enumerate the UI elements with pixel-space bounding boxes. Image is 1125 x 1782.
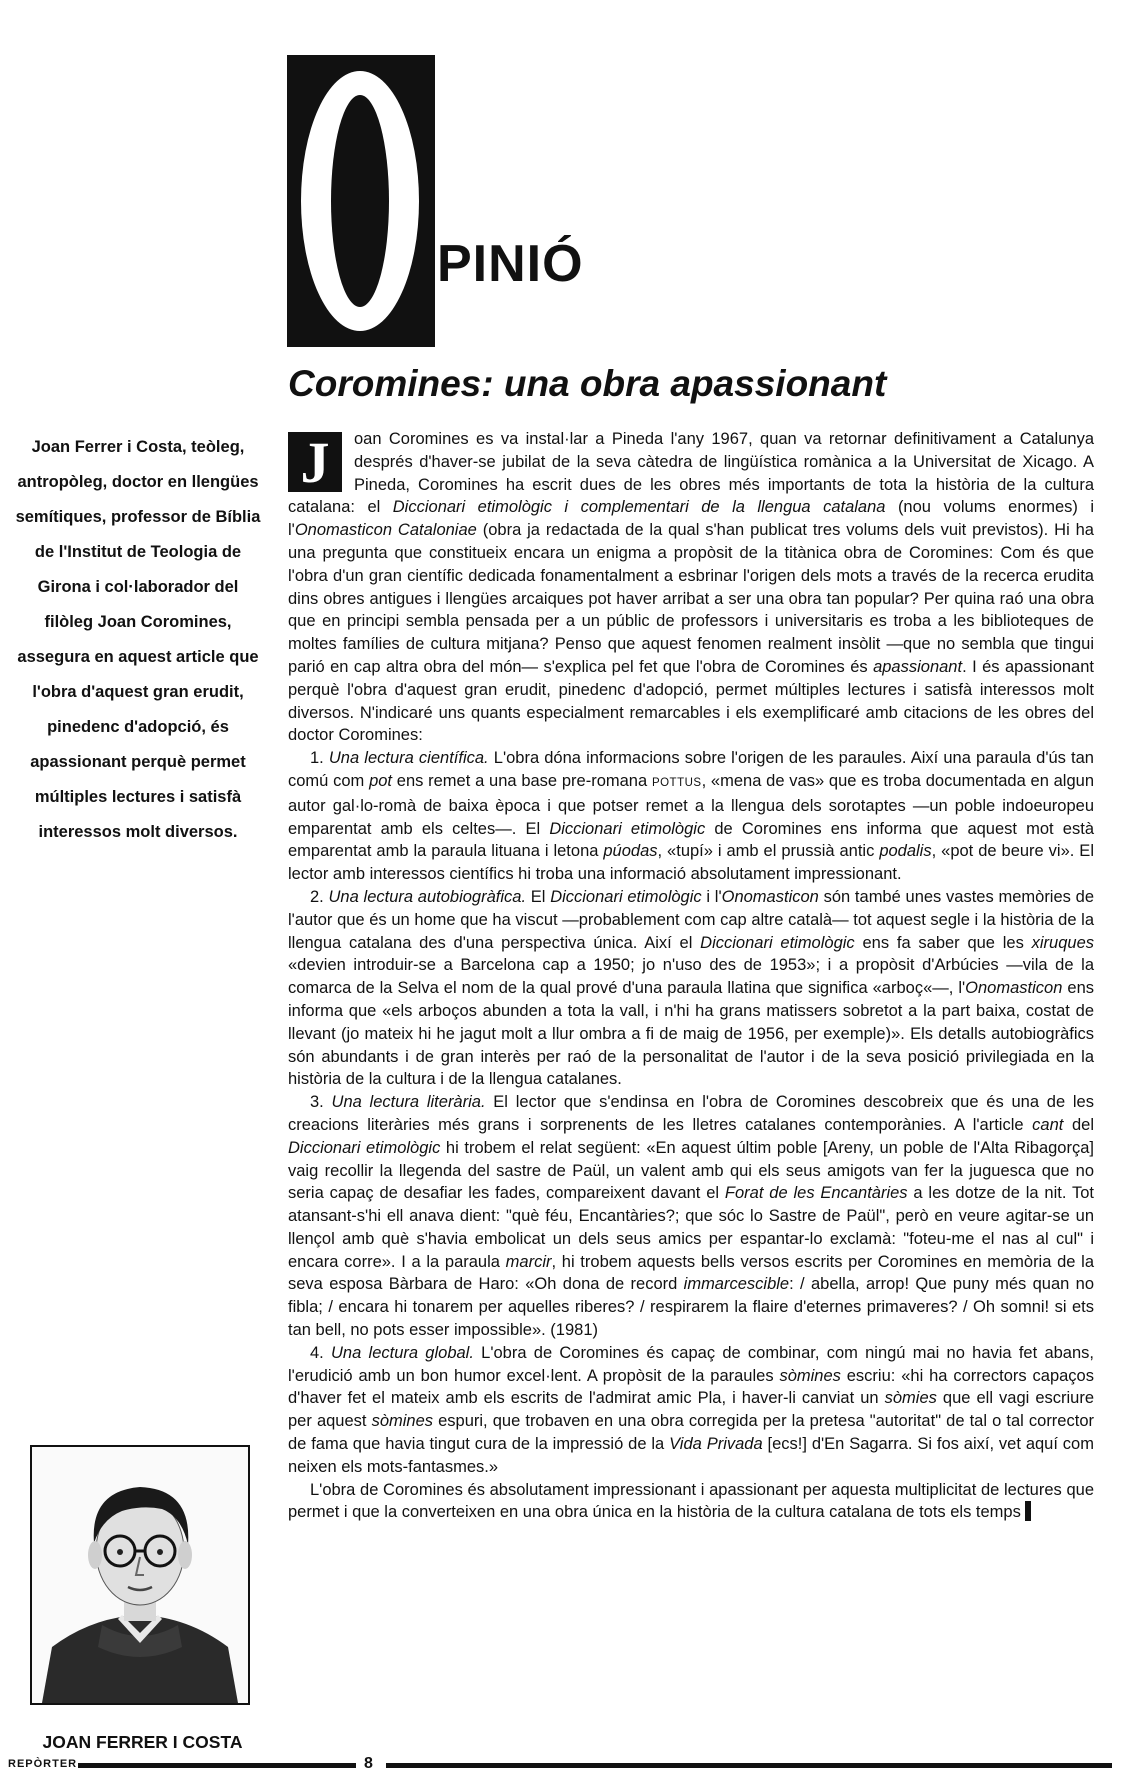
article-body — [288, 428, 1094, 1524]
end-of-article-mark — [1025, 1501, 1031, 1521]
paragraph-autobiographical-reading: 2. Una lectura autobiogràfica. El Diccionari etimològic i l'Onomasticon són també unes vastes memòries de l'autor que és un home que ha viscut —probablement com cap altre català— tot aquest segle i la història de la llengua catalana des d'una perspectiva única. Així el Diccionari etimològic ens fa saber que les xiruques «devien introduir-se a Barcelona cap a 1950; jo n'uso des de 1953»; i a propòsit d'Arbúcies —vila de la comarca de la Selva el nom de la qual prové d'una paraula llatina que significa «arboç«—, l'Onomasticon ens informa que «els arboços abunden a tota la vall, i n'hi ha grans matissers sobretot a la part baixa, costat de llevant (jo mateix hi he jagut molt a llur ombra a fi de maig de 1956, per exemple)». Els detalls autobiogràfics són abundants i de gran interès per raó de la personalitat de l'autor i de la seva posició privilegiada en la història de la cultura i de la llengua catalanes. — [288, 887, 1095, 1089]
page-number: 8 — [364, 1755, 373, 1772]
footer-rule — [386, 1763, 1112, 1768]
paragraph-intro: J oan Coromines es va instal·lar a Pineda l'any 1967, quan va retornar definitivament a Catalunya després d'haver-se jubilat de la seva càtedra de lingüística romànica a la Universitat de Xicago. A Pineda, Coromines ha escrit dues de les obres més importants de tota la història de la cultura catalana: el Diccionari etimològic i complementari de la llengua catalana (nou volums enormes) i l'Onomasticon Cataloniae (obra ja redactada de la qual s'han publicat tres volums dels vuit previstos). Hi ha una pregunta que constitueix encara un enigma a propòsit de la titànica obra de Coromines: Com és que l'obra d'un gran científic dedicada fonamentalment a esbrinar l'origen dels mots a través de la recerca erudita dins obres antigues i llengües arcaiques pot haver arribat a ser una obra tan popular? Per quina raó una obra que en principi sembla pensada per a un públic de professors i universitaris es troba a les biblioteques de moltes famílies de cultura mitjana? Penso que aquest fenomen realment insòlit —que no sembla que tingui parió en cap altra obra del món— s'explica pel fet que l'obra de Coromines és apassionant. I és apassionant perquè l'obra d'aquest gran erudit, pinedenc d'adopció, permet múltiples lectures i satisfà interessos molt diversos. N'indicaré uns quants especialment remarcables i els exemplificaré amb citacions de les obres del doctor Coromines: — [288, 430, 1095, 745]
section-heading: PINIÓ — [437, 235, 584, 293]
paragraph-global-reading: 4. Una lectura global. L'obra de Coromines és capaç de combinar, com ningú mai no havia fet abans, l'erudició amb un bon humor excel·lent. A propòsit de la paraules sòmines escriu: «hi ha correctors capaços d'haver fet el mateix amb els escrits de l'admirat amic Pla, i haver-li canviat un sòmies que ell vagi escriure per aquest sòmines espuri, que trobaven en una obra corregida per la pretesa "autoritat" de tal o tal corrector de fama que havia tingut cura de la impressió de la Vida Privada [ecs!] d'En Sagarra. Si fos així, vet aquí com neixen els mots-fantasmes.» — [288, 1343, 1094, 1476]
paragraph-scientific-reading: 1. Una lectura científica. L'obra dóna informacions sobre l'origen de les paraules. Així una paraula d'ús tan comú com pot ens remet a una base pre-romana POTTUS, «mena de vas» que es troba documentada en algun autor gal·lo-romà de baixa època i que potser remet a la llengua dels sorotaptes —un poble indoeuropeu emparentat amb els celtes—. El Diccionari etimològic de Coromines ens informa que aquest mot està emparentat amb la paraula lituana i letona púodas, «tupí» i amb el prussià antic podalis, «pot de beure vi». El lector amb interessos científics hi troba una informació absolutament impressionant. — [288, 749, 1095, 884]
drop-cap: J — [288, 432, 342, 492]
author-caption: JOAN FERRER I COSTA — [42, 1732, 243, 1752]
author-photo — [30, 1445, 250, 1705]
paragraph-conclusion: L'obra de Coromines és absolutament impressionant i apassionant per aquesta multiplicitat de lectures que permet i que la converteixen en una obra única en la història de la cultura catalana de tots els temps — [288, 1480, 1094, 1522]
paragraph-literary-reading: 3. Una lectura literària. El lector que s'endinsa en l'obra de Coromines descobreix que és una de les creacions literàries més grans i sorprenents de les lletres catalanes contemporànies. A l'article cant del Diccionari etimològic hi trobem el relat següent: «En aquest últim poble [Areny, un poble de l'Alta Ribagorça] vaig recollir la llegenda del sastre de Paül, un valent amb qui els seus amigots van fer la juguesca que no seria capaç de desafiar les fades, compareixent davant el Forat de les Encantàries a les dotze de la nit. Tot atansant-s'hi ell anava dient: "què féu, Encantàries?; que sóc lo Sastre de Paül", però en veure agitar-se un llençol amb què s'havia embolicat un dels seus amics per espantar-lo exclamà: "foteu-me el nas al cul" i encara corre». I a la paraula marcir, hi trobem aquests bells versos escrits per Coromines en memòria de la seva esposa Bàrbara de Haro: «Oh dona de record immarcescible: / abella, arrop! Que puny més quan no fibla; / encara hi tonarem per aquelles riberes? / respirarem la flaire d'eternes primaveres? / Oh somni! si ets tan bell, no pots esser impossible». (1981) — [288, 1093, 1095, 1340]
publication-name: REPÒRTER — [8, 1758, 78, 1770]
footer-rule — [78, 1763, 356, 1768]
page-footer — [8, 1755, 1112, 1775]
article-title: Coromines: una obra apassionant — [288, 363, 887, 404]
section-initial-counter — [331, 95, 389, 307]
author-intro: Joan Ferrer i Costa, teòleg, antropòleg, doctor en llengües semítiques, professor de Bíblia de l'Institut de Teologia de Girona i col·laborador del filòleg Joan Coromines, assegura en aquest article que l'obra d'aquest gran erudit, pinedenc d'adopció, és apassionant perquè permet múltiples lectures i satisfà interessos molt diversos. — [15, 438, 261, 841]
section-initial-block — [287, 55, 435, 347]
